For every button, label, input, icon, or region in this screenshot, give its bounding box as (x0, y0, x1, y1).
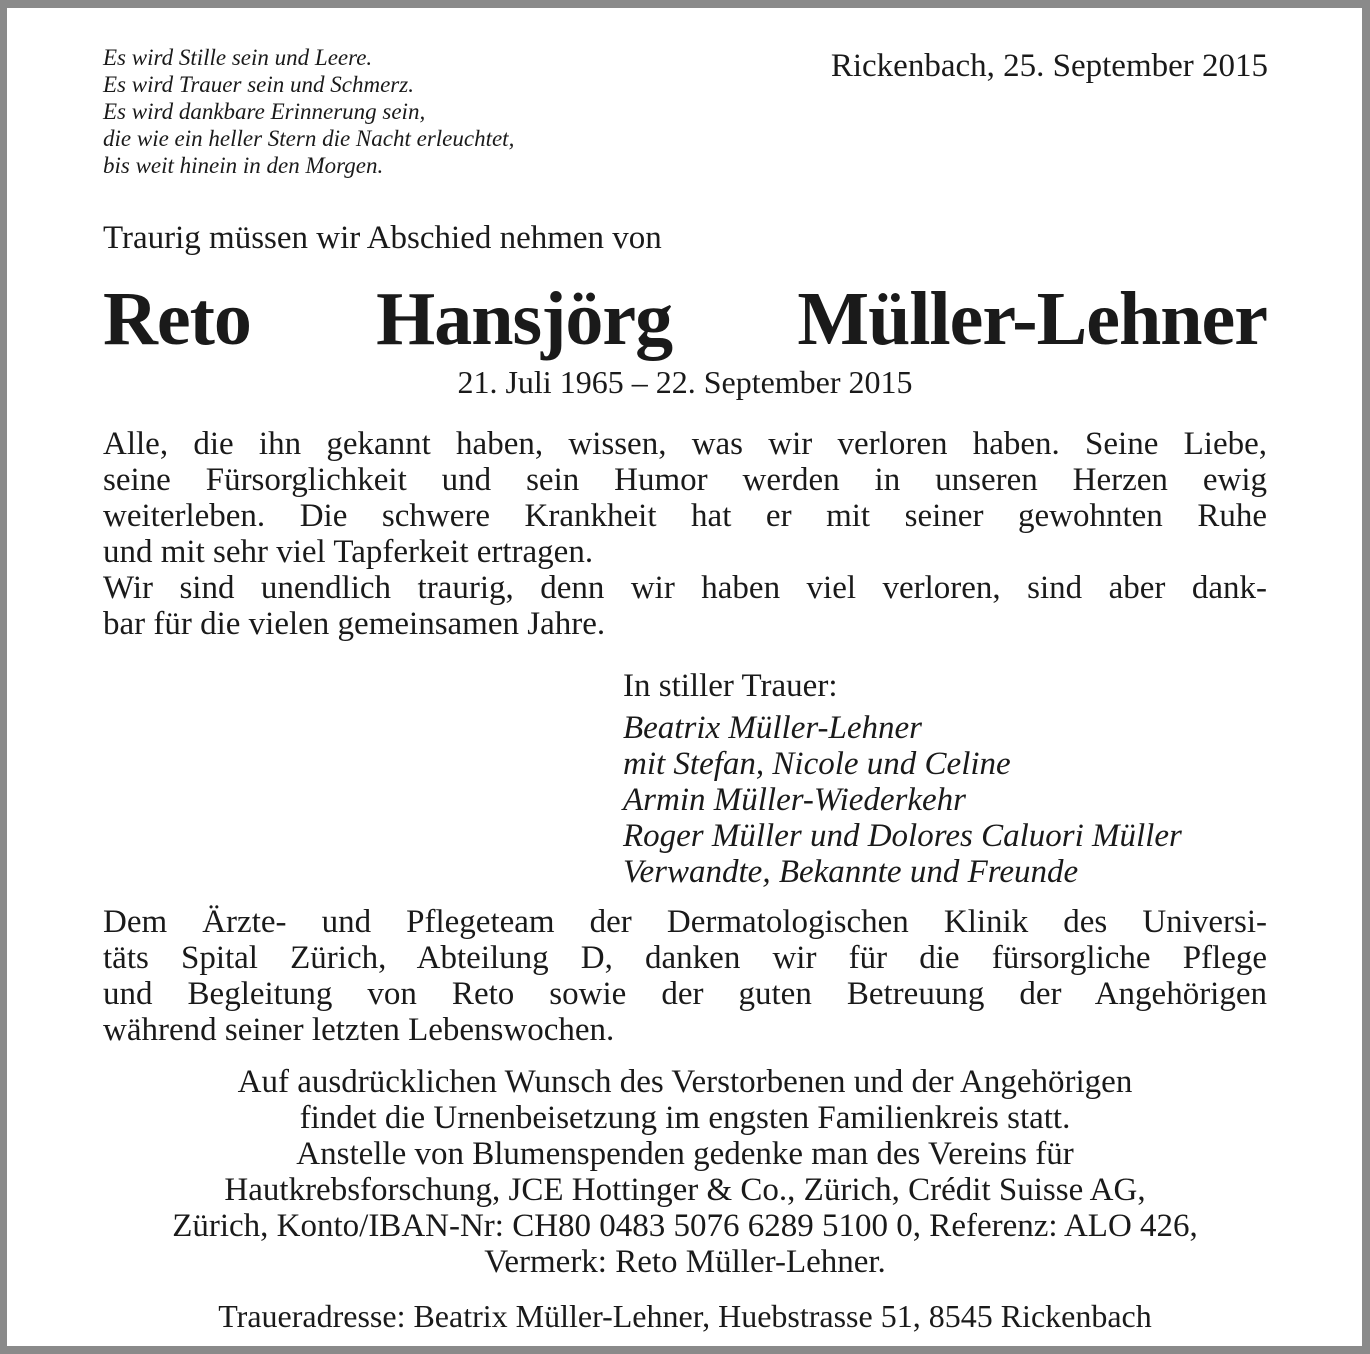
text-line: Alle, die ihn gekannt haben, wissen, was wir verloren haben. Seine Liebe, (103, 426, 1267, 462)
poem-line: Es wird Trauer sein und Schmerz. (103, 72, 414, 97)
funeral-notice (103, 1064, 1267, 1280)
text-line: bar für die vielen gemeinsamen Jahre. (103, 606, 606, 642)
text-line: und Begleitung von Reto sowie der guten Betreuung der Angehörigen (103, 976, 1267, 1012)
obituary-page (7, 8, 1362, 1346)
poem-line: die wie ein heller Stern die Nacht erleuchtet, (103, 126, 515, 151)
mourner: Roger Müller und Dolores Caluori Müller (623, 818, 1182, 854)
mourning-address: Traueradresse: Beatrix Müller-Lehner, Huebstrasse 51, 8545 Rickenbach (218, 1298, 1152, 1334)
tribute-paragraph (103, 426, 1267, 642)
poem (103, 44, 514, 179)
notice-line: Vermerk: Reto Müller-Lehner. (484, 1244, 886, 1280)
mourner: Verwandte, Bekannte und Freunde (623, 854, 1079, 890)
mourners-list (623, 710, 1182, 890)
thanks-paragraph (103, 904, 1267, 1048)
text-line: seine Fürsorglichkeit und sein Humor werden in unseren Herzen ewig (103, 462, 1267, 498)
text-line: und mit sehr viel Tapferkeit ertragen. (103, 534, 594, 570)
deceased-name: Reto Hansjörg Müller-Lehner (103, 277, 1267, 361)
notice-line: findet die Urnenbeisetzung im engsten Familienkreis statt. (299, 1100, 1071, 1136)
notice-line: Anstelle von Blumenspenden gedenke man des Vereins für (296, 1136, 1074, 1172)
text-line: Wir sind unendlich traurig, denn wir haben viel verloren, sind aber dank- (103, 570, 1267, 606)
mourning-heading: In stiller Trauer: (623, 668, 838, 704)
place-date: Rickenbach, 25. September 2015 (830, 48, 1268, 84)
text-line: weiterleben. Die schwere Krankheit hat er mit seiner gewohnten Ruhe (103, 498, 1267, 534)
poem-line: Es wird Stille sein und Leere. (103, 45, 373, 70)
mourner: Beatrix Müller-Lehner (623, 710, 923, 746)
poem-line: Es wird dankbare Erinnerung sein, (103, 99, 426, 124)
text-line: täts Spital Zürich, Abteilung D, danken wir für die fürsorgliche Pflege (103, 940, 1267, 976)
text-line: während seiner letzten Lebenswochen. (103, 1012, 615, 1048)
mourner: mit Stefan, Nicole und Celine (623, 746, 1011, 782)
notice-line: Zürich, Konto/IBAN-Nr: CH80 0483 5076 6289 5100 0, Referenz: ALO 426, (172, 1208, 1198, 1244)
life-dates: 21. Juli 1965 – 22. September 2015 (457, 364, 913, 400)
notice-line: Hautkrebsforschung, JCE Hottinger & Co., Zürich, Crédit Suisse AG, (224, 1172, 1146, 1208)
notice-line: Auf ausdrücklichen Wunsch des Verstorbenen und der Angehörigen (237, 1064, 1133, 1100)
text-line: Dem Ärzte- und Pflegeteam der Dermatologischen Klinik des Universi- (103, 904, 1267, 940)
mourner: Armin Müller-Wiederkehr (623, 782, 967, 818)
poem-line: bis weit hinein in den Morgen. (103, 153, 384, 178)
intro-text: Traurig müssen wir Abschied nehmen von (103, 220, 662, 256)
